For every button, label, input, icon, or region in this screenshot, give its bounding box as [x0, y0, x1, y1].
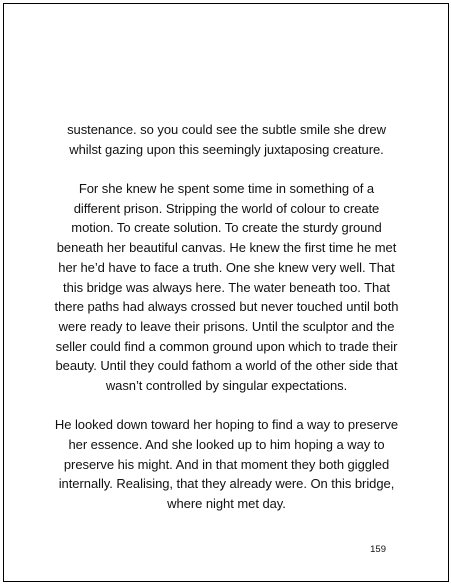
paragraph-2: For she knew he spent some time in something of a different prison. Stripping the world of colour to create motion. To create solution. To create the sturdy ground beneath her beautiful canvas. He knew the first time he met her he’d have to face a truth. One she knew very well. That this bridge was always here. The water beneath too. That there paths had always crossed but never touched until both were ready to leave their prisons. Until the sculptor and the seller could find a common ground upon which to trade their beauty. Until they could fathom a world of the other side that wasn’t controlled by singular expectations.: [54, 181, 399, 394]
page-body: [54, 120, 399, 533]
paragraph-1: sustenance. so you could see the subtle smile she drew whilst gazing upon this seemingly juxtaposing creature.: [67, 122, 386, 157]
document-page: [3, 3, 449, 582]
page-number: 159: [370, 544, 386, 555]
paragraph-3: He looked down toward her hoping to find a way to preserve her essence. And she looked up to him hoping a way to preserve his might. And in that moment they both giggled internally. Realising, that they already were. On this bridge, where night met day.: [54, 417, 399, 512]
